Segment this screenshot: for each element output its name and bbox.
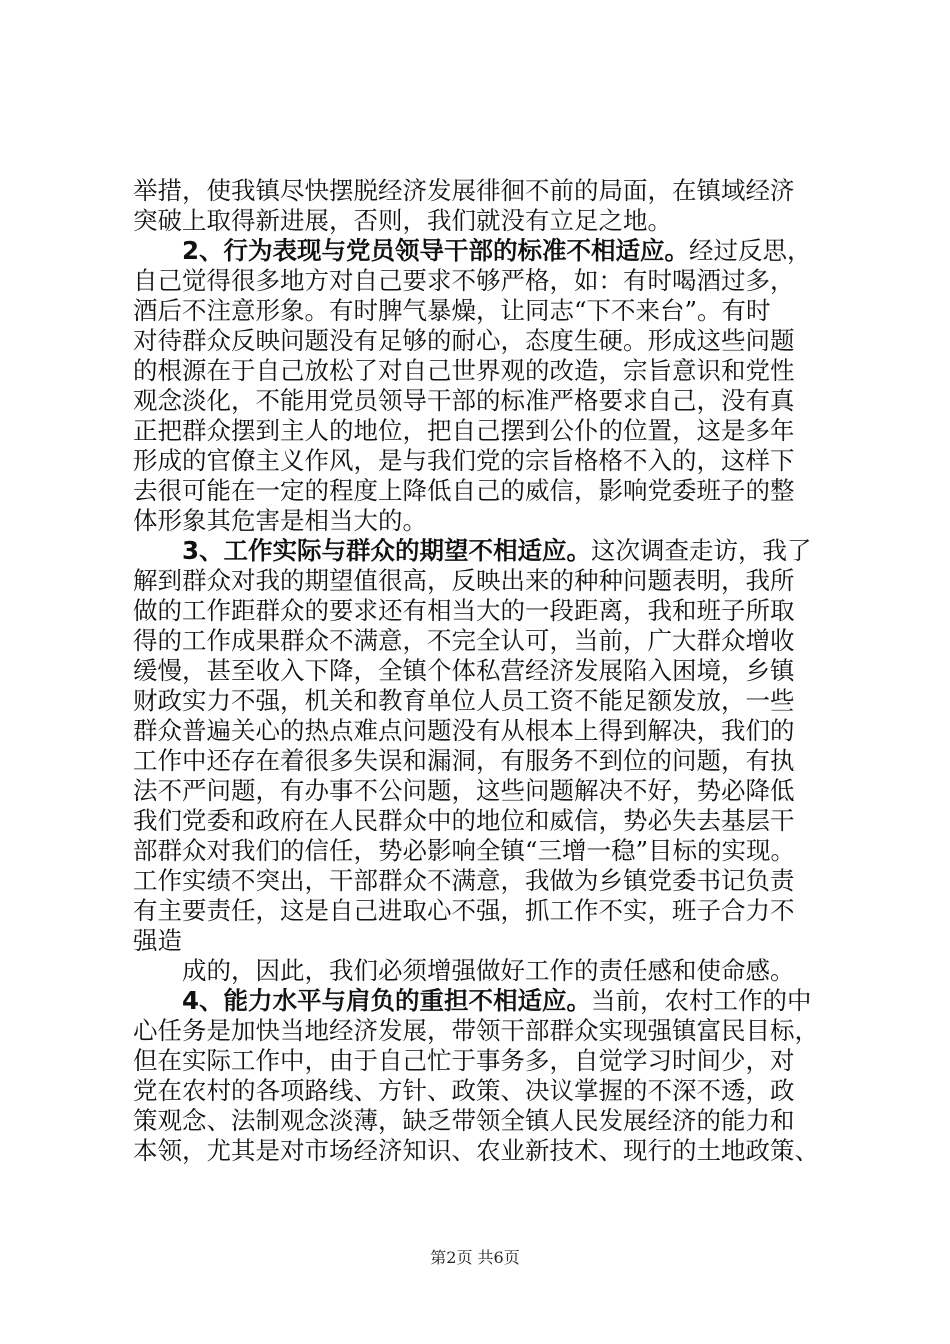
text-line: 但在实际工作中，由于自己忙于事务多，自觉学习时间少，对	[133, 1046, 795, 1075]
text-line: 工作实绩不突出，干部群众不满意，我做为乡镇党委书记负责	[133, 866, 795, 895]
text-line: 群众普遍关心的热点难点问题没有从根本上得到解决，我们的	[133, 716, 795, 745]
text-line: 去很可能在一定的程度上降低自己的威信，影响党委班子的整	[133, 476, 795, 505]
paragraph-4-first-line	[182, 986, 812, 1016]
text-line: 举措，使我镇尽快摆脱经济发展徘徊不前的局面，在镇域经济	[133, 176, 795, 205]
text-span: 这次调查走访，我了	[591, 536, 812, 565]
paragraph-heading: 3、工作实际与群众的期望不相适应。	[182, 536, 592, 565]
text-line: 心任务是加快当地经济发展，带领干部群众实现强镇富民目标，	[133, 1016, 819, 1045]
text-line: 突破上取得新进展，否则，我们就没有立足之地。	[133, 206, 672, 235]
text-line: 解到群众对我的期望值很高，反映出来的种种问题表明，我所	[133, 566, 795, 595]
text-line: 酒后不注意形象。有时脾气暴燥，让同志“下不来台”。有时	[133, 296, 771, 325]
text-line: 对待群众反映问题没有足够的耐心，态度生硬。形成这些问题	[133, 326, 795, 355]
text-line: 的根源在于自己放松了对自己世界观的改造，宗旨意识和党性	[133, 356, 795, 385]
page-number-footer: 第2页 共6页	[430, 1248, 520, 1267]
paragraph-2-first-line	[182, 236, 812, 266]
text-line: 党在农村的各项路线、方针、政策、决议掌握的不深不透，政	[133, 1076, 795, 1105]
text-line: 形成的官僚主义作风，是与我们党的宗旨格格不入的，这样下	[133, 446, 795, 475]
text-line: 有主要责任，这是自己进取心不强，抓工作不实，班子合力不	[133, 896, 795, 925]
text-line: 得的工作成果群众不满意，不完全认可，当前，广大群众增收	[133, 626, 795, 655]
paragraph-heading: 2、行为表现与党员领导干部的标准不相适应。	[182, 236, 690, 265]
text-line: 缓慢，甚至收入下降，全镇个体私营经济发展陷入困境，乡镇	[133, 656, 795, 685]
text-span: 当前，农村工作的中	[591, 986, 812, 1015]
text-line: 我们党委和政府在人民群众中的地位和威信，势必失去基层干	[133, 806, 795, 835]
text-line: 做的工作距群众的要求还有相当大的一段距离，我和班子所取	[133, 596, 795, 625]
text-line: 本领，尤其是对市场经济知识、农业新技术、现行的土地政策、	[133, 1136, 819, 1165]
text-line: 部群众对我们的信任，势必影响全镇“三增一稳”目标的实现。	[133, 836, 796, 865]
text-line: 成的，因此，我们必须增强做好工作的责任感和使命感。	[182, 956, 795, 985]
text-line: 观念淡化，不能用党员领导干部的标准严格要求自己，没有真	[133, 386, 795, 415]
text-line: 正把群众摆到主人的地位，把自己摆到公仆的位置，这是多年	[133, 416, 795, 445]
paragraph-heading: 4、能力水平与肩负的重担不相适应。	[182, 986, 592, 1015]
text-line: 工作中还存在着很多失误和漏洞，有服务不到位的问题，有执	[133, 746, 795, 775]
text-line: 体形象其危害是相当大的。	[133, 506, 427, 535]
text-line: 自己觉得很多地方对自己要求不够严格，如：有时喝酒过多，	[133, 266, 795, 295]
text-line: 法不严问题，有办事不公问题，这些问题解决不好，势必降低	[133, 776, 795, 805]
text-span: 经过反思，	[689, 236, 812, 265]
text-line: 强造	[133, 926, 182, 955]
paragraph-3-first-line	[182, 536, 812, 566]
text-line: 策观念、法制观念淡薄，缺乏带领全镇人民发展经济的能力和	[133, 1106, 795, 1135]
text-line: 财政实力不强，机关和教育单位人员工资不能足额发放，一些	[133, 686, 795, 715]
